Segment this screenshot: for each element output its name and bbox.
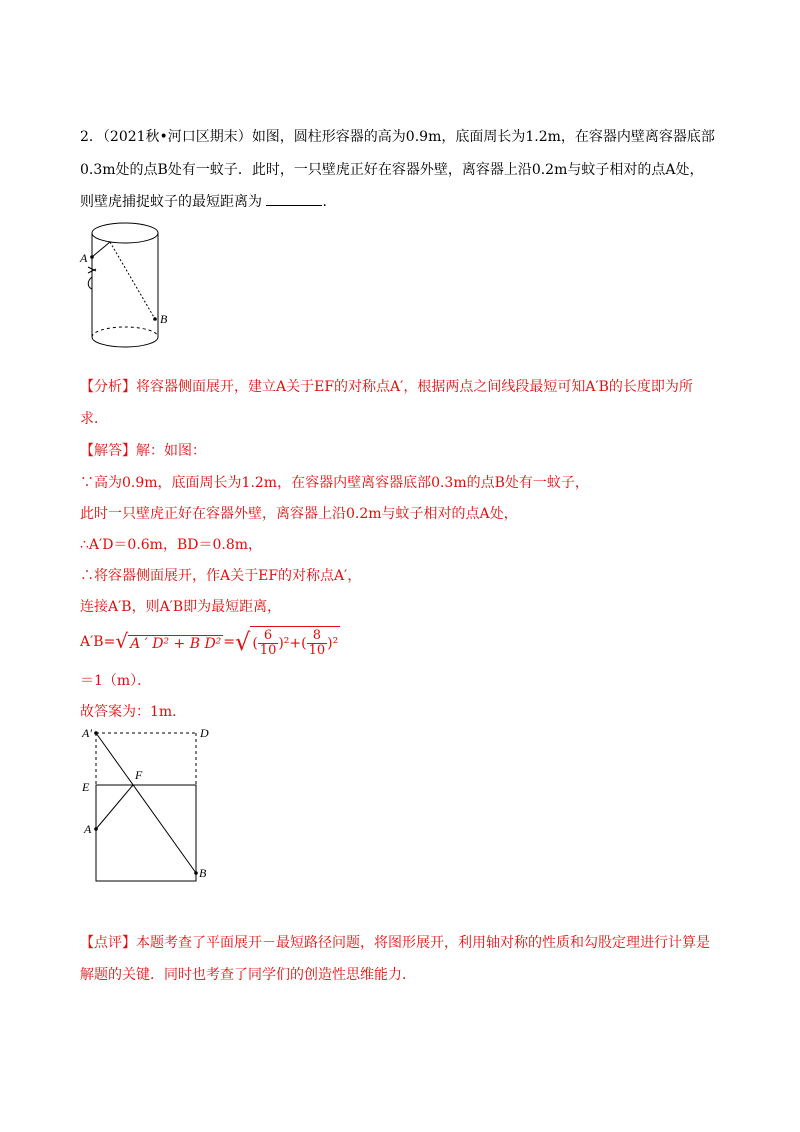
fraction-1 — [258, 629, 279, 658]
analysis-line-1 — [80, 378, 693, 396]
unfolded-rectangle — [96, 785, 196, 881]
label-f: F — [135, 768, 143, 782]
point-a-prime — [94, 731, 98, 735]
fraction-2-num: 8 — [307, 629, 328, 644]
solution-line-1: ∵高为0.9m，底面周长为1.2m，在容器内壁离容器底部0.3m的点B处有一蚊子， — [80, 475, 589, 491]
question-number: 2． — [80, 129, 103, 145]
point-a — [90, 255, 94, 259]
answer-blank — [266, 193, 322, 206]
question-text-1: 如图，圆柱形容器的高为0.9m，底面周长为1.2m，在容器内壁离容器底部 — [251, 129, 715, 145]
cylinder-top-ellipse — [92, 223, 158, 243]
cylinder-bottom-front — [92, 337, 158, 347]
fraction-2 — [307, 629, 328, 658]
point-a2 — [94, 827, 98, 831]
sqrt-2: √ ( $\frac{6}{10}$ )²+( $\frac{8}{10}$ )² — [235, 628, 339, 658]
comment-tag: 【点评】 — [80, 935, 136, 951]
cylinder-bottom-back — [92, 327, 158, 337]
unfolded-figure — [80, 725, 220, 885]
path-rim-to-b — [110, 242, 155, 319]
formula — [80, 622, 340, 662]
analysis-text-2: 求． — [80, 411, 108, 427]
fraction-1-den: 10 — [259, 643, 277, 658]
segment-a-to-f — [96, 785, 133, 829]
comment-line-1 — [80, 934, 710, 952]
question-text-3-end: ． — [322, 194, 337, 210]
sqrt-1-radicand: A ′ D² + B D² — [130, 635, 222, 652]
solution-header — [80, 442, 206, 460]
gecko-icon — [88, 261, 96, 289]
segment-a-prime-to-b — [96, 733, 196, 873]
comment-text-1: 本题考查了平面展开－最短路径问题，将图形展开，利用轴对称的性质和勾股定理进行计算是 — [136, 935, 710, 951]
label-a: A — [80, 251, 88, 265]
point-b2 — [194, 871, 198, 875]
solution-answer: 故答案为：1m． — [80, 704, 187, 720]
analysis-tag: 【分析】 — [80, 379, 136, 395]
solution-line-5: 连接A′B，则A′B即为最短距离， — [80, 599, 282, 615]
label-a2: A — [84, 822, 92, 836]
label-d: D — [200, 726, 209, 740]
question-source: （2021秋•河口区期末） — [102, 129, 252, 145]
question-text-3: 则壁虎捕捉蚊子的最短距离为 — [80, 194, 262, 210]
solution-line-4: ∴将容器侧面展开，作A关于EF的对称点A′， — [80, 568, 362, 584]
sqrt-1: √ A ′ D² + B D² — [115, 628, 222, 653]
label-a-prime: A′ — [82, 726, 92, 740]
solution-line-2: 此时一只壁虎正好在容器外壁，离容器上沿0.2m与蚊子相对的点A处， — [80, 506, 518, 522]
solution-intro: 解：如图： — [136, 443, 206, 459]
cylinder-figure — [80, 215, 190, 360]
fraction-2-den: 10 — [308, 643, 326, 658]
path-a-to-rim — [92, 242, 110, 257]
solution-line-3: ∴A′D＝0.6m，BD＝0.8m， — [80, 537, 263, 553]
formula-eq: = — [223, 634, 236, 650]
point-b — [153, 317, 157, 321]
solution-tag: 【解答】 — [80, 443, 136, 459]
solution-line-6: ＝1（m）． — [80, 673, 152, 689]
analysis-text-1: 将容器侧面展开，建立A关于EF的对称点A′，根据两点之间线段最短可知A′B的长度即为所 — [136, 379, 693, 395]
label-b2: B — [199, 866, 207, 880]
formula-lhs: A′B= — [80, 634, 116, 650]
question-line-3 — [80, 193, 336, 211]
label-e: E — [82, 780, 90, 794]
fraction-1-num: 6 — [258, 629, 279, 644]
comment-text-2: 解题的关键．同时也考查了同学们的创造性思维能力． — [80, 967, 416, 983]
question-text-2: 0.3m处的点B处有一蚊子．此时，一只壁虎正好在容器外壁，离容器上沿0.2m与蚊子相对的点A处， — [80, 162, 704, 178]
question-line-1 — [80, 128, 715, 146]
label-b: B — [160, 312, 168, 326]
